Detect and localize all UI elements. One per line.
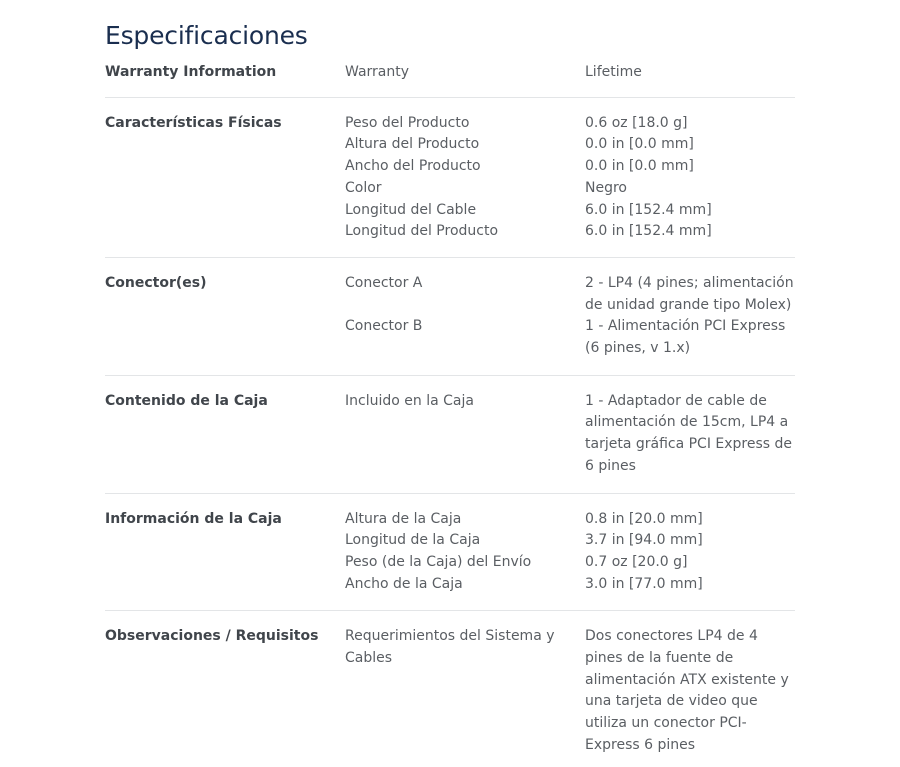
spec-row [345,316,795,359]
spec-value: 2 - LP4 (4 pines; alimentación de unidad grande tipo Molex) [585,274,794,313]
spec-value: 3.7 in [94.0 mm] [585,532,703,549]
spec-row [345,509,795,531]
spec-key: Altura del Producto [345,136,480,153]
spec-rows [345,62,795,84]
spec-row [345,391,795,478]
spec-key: Color [345,179,382,196]
spec-row [345,156,795,178]
spec-value: 0.6 oz [18.0 g] [585,114,688,131]
spec-key: Incluido en la Caja [345,392,474,409]
spec-value: 3.0 in [77.0 mm] [585,575,703,592]
spec-value: 0.0 in [0.0 mm] [585,158,694,175]
spec-key: Ancho del Producto [345,158,481,175]
spec-group-physical [105,98,795,258]
spec-rows [345,273,795,360]
spec-row [345,113,795,135]
spec-key: Longitud del Producto [345,223,499,240]
spec-group-box-info [105,494,795,612]
spec-key: Altura de la Caja [345,510,462,527]
spec-row [345,530,795,552]
spec-row [345,200,795,222]
spec-row [345,273,795,316]
spec-key: Conector A [345,274,423,291]
spec-value: 6.0 in [152.4 mm] [585,223,712,240]
spec-group-label: Warranty Information [105,64,277,80]
spec-row [345,134,795,156]
spec-key: Warranty [345,64,410,80]
spec-value: Dos conectores LP4 de 4 pines de la fuente de alimentación ATX existente y una tarjeta de video que utiliza un conector PCI-Express 6 pines [585,628,789,753]
spec-key: Requerimientos del Sistema y Cables [345,628,555,667]
spec-value: Lifetime [585,64,642,80]
spec-group-label: Contenido de la Caja [105,392,268,409]
spec-group-label: Características Físicas [105,114,282,131]
spec-group-label: Conector(es) [105,274,207,291]
spec-rows [345,626,795,756]
spec-group-label: Observaciones / Requisitos [105,628,319,645]
spec-row [345,62,795,84]
spec-row [345,626,795,756]
spec-value: Negro [585,179,627,196]
spec-rows [345,113,795,243]
spec-rows [345,391,795,478]
spec-row [345,574,795,596]
spec-key: Ancho de la Caja [345,575,463,592]
spec-value: 0.0 in [0.0 mm] [585,136,694,153]
spec-group-label: Información de la Caja [105,510,282,527]
page-title: Especificaciones [105,21,308,50]
spec-row [345,221,795,243]
spec-group-warranty [105,53,795,98]
spec-value: 6.0 in [152.4 mm] [585,201,712,218]
specifications-section [105,0,795,767]
spec-group-notes [105,611,795,766]
spec-key: Peso (de la Caja) del Envío [345,553,532,570]
spec-value: 0.7 oz [20.0 g] [585,553,688,570]
spec-value: 1 - Alimentación PCI Express (6 pines, v 1.x) [585,318,786,357]
spec-value: 0.8 in [20.0 mm] [585,510,703,527]
spec-rows [345,509,795,596]
spec-row [345,552,795,574]
spec-group-box-contents [105,376,795,494]
spec-key: Conector B [345,318,423,335]
spec-row [345,178,795,200]
spec-key: Longitud de la Caja [345,532,481,549]
spec-value: 1 - Adaptador de cable de alimentación de 15cm, LP4 a tarjeta gráfica PCI Express de 6 pines [585,392,793,474]
spec-key: Longitud del Cable [345,201,477,218]
spec-key: Peso del Producto [345,114,470,131]
spec-group-connectors [105,258,795,376]
